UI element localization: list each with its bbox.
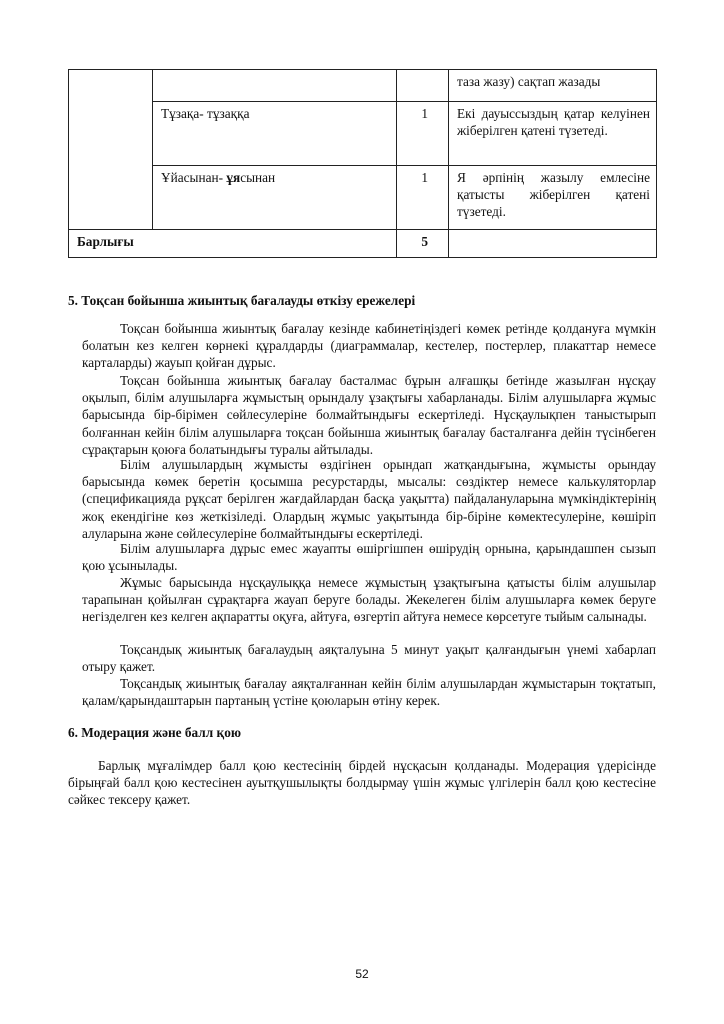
table-cell-empty: [69, 70, 153, 230]
section-5-paragraph-2: Тоқсан бойынша жиынтық бағалау басталмас бұрын алғашқы бетінде жазылған нұсқау оқылып, білім алушыларға жұмыстың орындалу ұзақтығы хабарланады. Білім алушыларға жұмыс барысында бір-бірімен сөйлесулеріне болмайтындығы ескертіледі. Нұсқаулықпен таныстырып болғаннан кейін білім алушыларға тоқсан бойынша жиынтық бағалау басталғанға дейін түсінбеген сұрақтарын қоюға болатындығы туралы айтылады.: [82, 373, 656, 457]
skill-bold-part: ұя: [226, 170, 241, 185]
table-cell-skill: Тұзақа- тұзаққа: [153, 102, 397, 166]
total-score: 5: [397, 230, 449, 258]
page-number: 52: [355, 967, 369, 981]
section-5-paragraph-1: Тоқсан бойынша жиынтық бағалау кезінде кабинетіңіздегі көмек ретінде қолдануға мүмкін болатын кез келген көрнекі құралдарды (диаграммалар, кестелер, постерлер, плакаттар немесе карталарды) жауып қойған дұрыс.: [82, 321, 656, 371]
table-row: [69, 102, 657, 166]
section-5-paragraph-6: Тоқсандық жиынтық бағалаудың аяқталуына 5 минут уақыт қалғандығын үнемі хабарлап отыру қажет.: [82, 642, 656, 675]
table-cell-skill: [153, 70, 397, 102]
section-6-paragraph: Барлық мұғалімдер балл қою кестесінің бірдей нұсқасын қолданады. Модерация үдерісінде бірыңғай балл қою кестесінен ауытқушылықты болдырмау үшін жұмыс үлгілерін балл қою кестесіне сәйкес тексеру қажет.: [68, 758, 656, 808]
section-5-paragraph-7: Тоқсандық жиынтық бағалау аяқталғаннан кейін білім алушылардан жұмыстарын тоқтатып, қалам/қарындаштарын партаның үстіне қоюларын өтіну керек.: [82, 676, 656, 709]
table-cell-empty: [449, 230, 657, 258]
skill-suffix: сынан: [240, 170, 276, 185]
table-total-row: [69, 230, 657, 258]
table-cell-description: таза жазу) сақтап жазады: [449, 70, 657, 102]
section-5-paragraph-3: Білім алушылардың жұмысты өздігінен орындап жатқандығына, жұмысты орындау барысында көмек беретін қосымша ресурстарды, мысалы: сөздіктер немесе калькуляторлар (спецификацияда рұқсат берілген жағдайлардан басқа уақытта) пайдалануларына мүмкіндіктерінің жоқ екендігіне көз жеткізіледі. Олардың жұмыс уақытында бір-біріне көмектесулеріне, көшіріп алуларына және сөйлесулеріне болмайтындығы ескертіледі.: [82, 457, 656, 541]
total-label: Барлығы: [69, 230, 397, 258]
table-row: [69, 166, 657, 230]
table-row: [69, 70, 657, 102]
table-cell-skill: [153, 166, 397, 230]
table-cell-description: Я әрпінің жазылу емлесіне қатысты жіберілген қатені түзетеді.: [449, 166, 657, 230]
section-6-heading: 6. Модерация және балл қою: [68, 725, 242, 740]
scoring-table: [68, 69, 657, 258]
table-cell-score: 1: [397, 102, 449, 166]
section-5-paragraph-5: Жұмыс барысында нұсқаулыққа немесе жұмыстың ұзақтығына қатысты білім алушылар тарапынан қойылған сұрақтарға жауап беруге болады. Жекелеген білім алушыларға көмек беруге негізделген кез келген ақпаратты оқуға, айтуға, өзгертіп айтуға немесе көрсетуге тыйым салынады.: [82, 575, 656, 625]
table-cell-score: 1: [397, 166, 449, 230]
table-cell-score: [397, 70, 449, 102]
skill-prefix: Ұйасынан-: [161, 170, 227, 185]
section-5-heading: 5. Тоқсан бойынша жиынтық бағалауды өткізу ережелері: [68, 293, 416, 308]
table-cell-description: Екі дауыссыздың қатар келуінен жіберілген қатені түзетеді.: [449, 102, 657, 166]
section-5-paragraph-4: Білім алушыларға дұрыс емес жауапты өшіргішпен өшірудің орнына, қарындашпен сызып қою ұсынылады.: [82, 541, 656, 574]
